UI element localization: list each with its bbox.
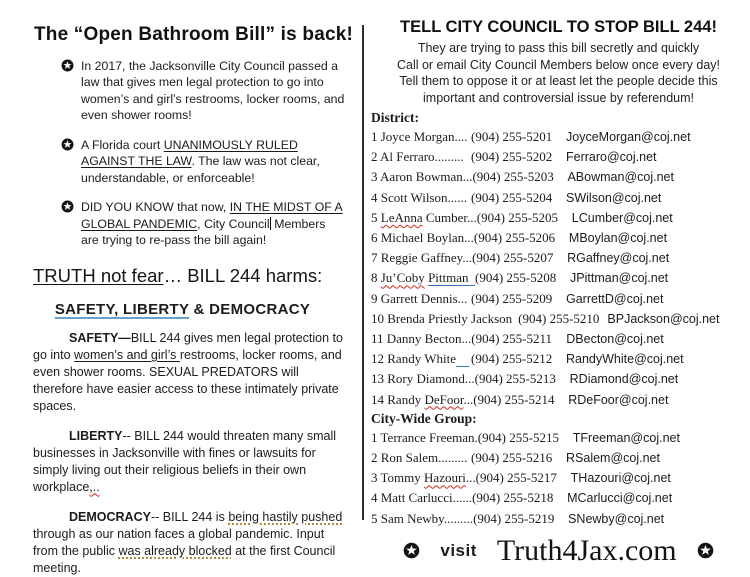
council-member-row [371,369,746,389]
member-phone: (904) 255-5209 [471,290,553,306]
member-email: TFreeman@coj.net [572,430,680,445]
member-name: 5 LeAnna Cumber... [371,209,477,225]
intro-line: They are trying to pass this bill secretly and quickly [417,41,700,55]
member-name: 10 Brenda Priestly Jackson [371,310,513,326]
star-circle-icon [697,542,714,559]
member-email: GarrettD@coj.net [566,291,664,306]
safety-liberty-democracy-slogan: SAFETY, LIBERTY & DEMOCRACY [54,300,311,318]
member-name: 12 Randy White [371,349,471,368]
truth-line: TRUTH not fear… BILL 244 harms: [33,264,323,286]
member-name: 2 Al Ferraro......... [371,149,464,165]
district-rows [371,127,746,410]
bullet-text: A Florida court UNANIMOUSLY RULED AGAINST THE LAW. The law was not clear, understandable, or enforceable! [81,137,320,185]
council-member-row [371,349,746,369]
star-circle-icon [403,542,420,559]
council-member-row [371,509,746,529]
member-phone: (904) 255-5217 [475,470,557,486]
council-member-row [371,468,746,488]
member-phone: (904) 255-5212 [471,351,553,367]
member-email: ABowman@coj.net [567,170,674,185]
member-phone: (904) 255-5218 [472,490,554,506]
left-heading: The “Open Bathroom Bill” is back! [33,24,354,45]
member-phone: (904) 255-5204 [471,189,553,205]
council-member-row [371,329,746,349]
council-member-row [371,188,746,208]
member-email: SNewby@coj.net [568,511,665,526]
member-email: LCumber@coj.net [571,210,673,225]
left-column [0,0,362,575]
right-column [364,0,750,567]
member-email: THazouri@coj.net [570,471,671,486]
member-email: MCarlucci@coj.net [567,491,673,506]
star-circle-icon [61,200,74,213]
member-email: JoyceMorgan@coj.net [566,130,691,144]
visit-label: visit [440,540,477,560]
member-name: 9 Garrett Dennis... [371,290,468,306]
district-label: District: [371,110,419,125]
member-email: RandyWhite@coj.net [566,352,684,367]
intro-line: Call or email City Council Members below once every day! [396,57,721,72]
intro-line: important and controversial issue by referendum! [423,90,694,105]
council-member-row [371,289,746,309]
member-phone: (904) 255-5214 [473,391,555,407]
council-member-row [371,488,746,508]
footer [371,534,746,568]
member-name: 13 Rory Diamond... [371,371,475,387]
member-phone: (904) 255-5205 [476,209,559,225]
council-member-row [371,248,746,268]
intro-lines [371,40,746,106]
member-name: 4 Matt Carlucci...... [371,490,473,506]
bullet-text: In 2017, the Jacksonville City Council passed a law that gives men legal protection to go into women’s and girl’s restrooms, locker rooms, and even shower rooms! [81,59,345,123]
member-email: JPittman@coj.net [570,271,669,286]
member-email: DBecton@coj.net [566,332,664,347]
member-phone: (904) 255-5208 [475,270,557,286]
star-circle-icon [61,138,74,151]
member-name: 7 Reggie Gaffney... [371,250,473,266]
member-email: RDeFoor@coj.net [568,392,669,407]
member-email: Ferraro@coj.net [566,150,657,165]
council-member-row [371,309,746,329]
member-phone: (904) 255-5203 [472,169,554,185]
member-name: 3 Tommy Hazouri... [371,470,476,486]
council-member-row [371,147,746,167]
site-link[interactable]: Truth4Jax.com [496,533,677,567]
right-heading: TELL CITY COUNCIL TO STOP BILL 244! [400,18,717,36]
member-email: SWilson@coj.net [566,190,662,205]
member-phone: (904) 255-5210 [518,310,600,326]
member-name: 11 Danny Becton... [371,331,472,347]
member-email: MBoylan@coj.net [568,231,668,246]
council-member-row [371,390,746,410]
member-name: 5 Sam Newby......... [371,510,474,526]
intro-line: Tell them to oppose it or at least let the people decide this [399,74,718,88]
council-member-row [371,228,746,248]
member-phone: (904) 255-5207 [472,250,554,266]
member-name: 4 Scott Wilson...... [371,189,468,205]
council-member-row [371,268,746,288]
member-phone: (904) 255-5206 [473,230,556,246]
member-phone: (904) 255-5202 [471,149,553,165]
bullet-text: DID YOU KNOW that now, IN THE MIDST OF A GLOBAL PANDEMIC, City Council Members are trying to re-pass the bill again! [81,200,343,248]
member-phone: (904) 255-5215 [477,429,560,445]
member-name: 8 Ju’Coby Pittman [371,270,476,286]
member-email: RGaffney@coj.net [567,251,670,266]
member-phone: (904) 255-5219 [473,510,555,526]
council-member-row [371,448,746,468]
star-circle-icon [61,59,74,72]
member-phone: (904) 255-5211 [471,331,553,347]
bullet-item [61,58,345,124]
citywide-label: City-Wide Group: [371,410,477,426]
citywide-rows [371,428,746,529]
member-phone: (904) 255-5213 [474,371,556,387]
member-phone: (904) 255-5201 [471,129,553,144]
member-name: 1 Terrance Freeman. [371,429,478,445]
bullet-item [61,137,345,186]
member-email: RDiamond@coj.net [569,372,679,387]
member-email: BPJackson@coj.net [607,311,720,326]
council-member-row [371,208,746,228]
argument-paragraph: SAFETY—BILL 244 gives men legal protection to go into women’s and girl’s restrooms, locker rooms, and even shower rooms. SEXUAL PREDATORS will therefore have easier access to these intimately private spaces. [33,330,343,413]
member-name: 3 Aaron Bowman... [371,169,473,185]
member-name: 14 Randy DeFoor... [371,391,474,407]
bullet-list [61,58,354,249]
argument-paragraph: DEMOCRACY-- BILL 244 is being hastily pushed through as our nation faces a global pandemic. Input from the public was already blocked at the first Council meeting. [33,509,343,575]
argument-paragraphs [33,330,354,577]
member-name: 2 Ron Salem......... [371,450,468,466]
member-email: RSalem@coj.net [566,451,660,466]
council-member-row [371,127,746,147]
council-member-row [371,428,746,448]
bullet-item [61,199,345,248]
council-member-row [371,167,746,187]
argument-paragraph: LIBERTY-- BILL 244 would threaten many small businesses in Jacksonville with fines or lawsuits for simply living out their religious beliefs in their own workplace,.. [33,428,337,494]
member-name: 6 Michael Boylan... [371,230,474,246]
member-phone: (904) 255-5216 [471,450,553,466]
member-name: 1 Joyce Morgan.... [371,129,468,144]
